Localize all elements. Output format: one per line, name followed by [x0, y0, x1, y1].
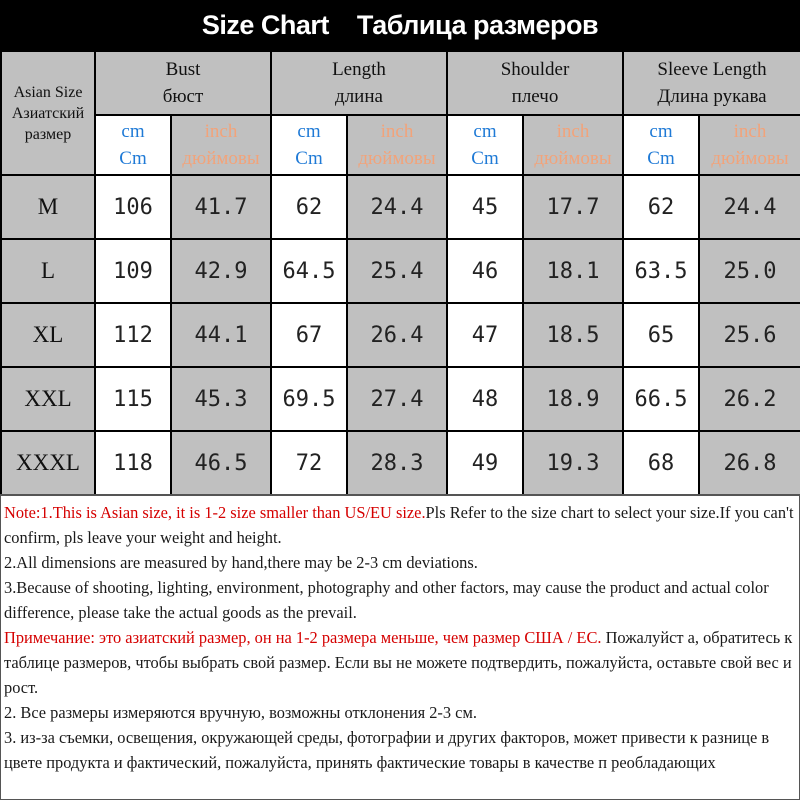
size-chart-title	[0, 0, 800, 50]
cm-value: 112	[113, 322, 153, 348]
cm-value: 64.5	[282, 258, 336, 284]
inch-value: 42.9	[194, 258, 248, 284]
column-header-en: Bust	[165, 59, 201, 80]
cm-value: 46	[471, 258, 499, 284]
inch-value-cell	[524, 176, 622, 238]
unit-inch-header	[524, 116, 622, 174]
inch-value: 19.3	[546, 450, 600, 476]
size-label: L	[40, 258, 56, 283]
cm-value-cell	[624, 432, 698, 494]
cm-value: 109	[113, 258, 153, 284]
note-ru-1-warning: Примечание: это азиатский размер, он на 1-2 размера меньше, чем размер США / ЕС.	[4, 628, 602, 647]
size-header-cell	[2, 52, 94, 174]
cm-value: 115	[113, 386, 153, 412]
cm-value-cell	[96, 304, 170, 366]
inch-value-cell	[700, 176, 800, 238]
title-russian: Таблица размеров	[356, 9, 599, 40]
inch-value: 17.7	[546, 194, 600, 220]
unit-cm-header	[96, 116, 170, 174]
inch-value-cell	[348, 176, 446, 238]
unit-cm-header	[624, 116, 698, 174]
size-header-line: размер	[24, 125, 72, 143]
cm-value-cell	[96, 240, 170, 302]
unit-cm-label: cm	[473, 121, 497, 142]
note-en-1-warning: Note:1.This is Asian size, it is 1-2 size smaller than US/EU size.	[4, 503, 426, 522]
size-label-cell	[2, 240, 94, 302]
note-en-1-text: Pls Refer to the size chart to select your size.If you can't confirm, pls leave your weight and height.	[4, 503, 794, 547]
notes-panel	[0, 494, 800, 800]
column-header-1	[272, 52, 446, 114]
unit-inch-label: inch	[380, 121, 414, 142]
size-label-cell	[2, 304, 94, 366]
cm-value-cell	[448, 176, 522, 238]
unit-inch-label: inch	[556, 121, 590, 142]
unit-inch-label: дюймовы	[534, 148, 612, 169]
unit-cm-label: Cm	[647, 148, 675, 169]
size-label: M	[37, 194, 59, 219]
inch-value-cell	[524, 432, 622, 494]
cm-value-cell	[272, 432, 346, 494]
cm-value: 45	[471, 194, 499, 220]
inch-value: 18.1	[546, 258, 600, 284]
column-header-2	[448, 52, 622, 114]
inch-value-cell	[700, 368, 800, 430]
column-header-en: Length	[332, 59, 386, 80]
title-english: Size Chart	[201, 9, 329, 40]
cm-value-cell	[272, 368, 346, 430]
column-header-ru: длина	[335, 86, 383, 107]
unit-inch-label: дюймовы	[358, 148, 436, 169]
column-header-0	[96, 52, 270, 114]
size-label: XXXL	[16, 450, 80, 475]
unit-cm-label: cm	[297, 121, 321, 142]
cm-value-cell	[624, 368, 698, 430]
cm-value: 67	[295, 322, 323, 348]
inch-value: 18.5	[546, 322, 600, 348]
cm-value-cell	[96, 368, 170, 430]
inch-value-cell	[700, 432, 800, 494]
inch-value-cell	[348, 240, 446, 302]
unit-cm-label: cm	[121, 121, 145, 142]
inch-value: 27.4	[370, 386, 424, 412]
size-label-cell	[2, 176, 94, 238]
column-header-en: Sleeve Length	[657, 59, 767, 80]
size-table	[0, 50, 800, 494]
cm-value: 66.5	[634, 386, 688, 412]
inch-value: 25.0	[723, 258, 777, 284]
unit-cm-label: Cm	[295, 148, 323, 169]
unit-cm-label: Cm	[119, 148, 147, 169]
cm-value: 62	[647, 194, 675, 220]
cm-value-cell	[448, 432, 522, 494]
size-label: XL	[32, 322, 64, 347]
size-header-line: Азиатский	[11, 104, 85, 122]
column-header-ru: Длина рукава	[657, 86, 767, 107]
cm-value: 106	[113, 194, 153, 220]
cm-value-cell	[448, 304, 522, 366]
inch-value-cell	[524, 368, 622, 430]
inch-value-cell	[172, 176, 270, 238]
inch-value: 25.4	[370, 258, 424, 284]
cm-value-cell	[272, 240, 346, 302]
unit-inch-header	[348, 116, 446, 174]
inch-value: 26.2	[723, 386, 777, 412]
cm-value: 49	[471, 450, 499, 476]
cm-value: 69.5	[282, 386, 336, 412]
inch-value: 26.8	[723, 450, 777, 476]
column-header-3	[624, 52, 800, 114]
cm-value-cell	[96, 176, 170, 238]
note-en-1	[4, 500, 796, 550]
inch-value: 25.6	[723, 322, 777, 348]
cm-value: 68	[647, 450, 675, 476]
cm-value: 47	[471, 322, 499, 348]
cm-value: 63.5	[634, 258, 688, 284]
unit-cm-label: Cm	[471, 148, 499, 169]
inch-value: 41.7	[194, 194, 248, 220]
inch-value: 46.5	[194, 450, 248, 476]
inch-value-cell	[348, 432, 446, 494]
unit-inch-label: inch	[204, 121, 238, 142]
inch-value-cell	[348, 304, 446, 366]
inch-value: 24.4	[370, 194, 424, 220]
cm-value-cell	[624, 304, 698, 366]
note-ru-3: 3. из-за съемки, освещения, окружающей среды, фотографии и других факторов, может привести к разнице в цвете продукта и фактический, пожалуйста, принять фактические товары в качестве п реобладающих	[4, 728, 770, 772]
cm-value: 72	[295, 450, 323, 476]
size-label-cell	[2, 432, 94, 494]
unit-inch-label: inch	[733, 121, 767, 142]
unit-inch-label: дюймовы	[182, 148, 260, 169]
cm-value-cell	[448, 368, 522, 430]
unit-inch-header	[700, 116, 800, 174]
unit-inch-label: дюймовы	[711, 148, 789, 169]
cm-value-cell	[624, 176, 698, 238]
cm-value-cell	[272, 176, 346, 238]
size-label: XXL	[24, 386, 72, 411]
inch-value-cell	[172, 304, 270, 366]
inch-value: 44.1	[194, 322, 248, 348]
inch-value-cell	[172, 432, 270, 494]
inch-value-cell	[524, 240, 622, 302]
column-header-ru: бюст	[162, 86, 204, 107]
unit-inch-header	[172, 116, 270, 174]
inch-value-cell	[172, 240, 270, 302]
inch-value: 45.3	[194, 386, 248, 412]
inch-value-cell	[700, 304, 800, 366]
inch-value-cell	[700, 240, 800, 302]
inch-value: 28.3	[370, 450, 424, 476]
unit-cm-header	[272, 116, 346, 174]
cm-value-cell	[624, 240, 698, 302]
unit-cm-label: cm	[649, 121, 673, 142]
unit-cm-header	[448, 116, 522, 174]
inch-value: 26.4	[370, 322, 424, 348]
cm-value-cell	[448, 240, 522, 302]
column-header-ru: плечо	[511, 86, 559, 107]
size-header-line: Asian Size	[13, 83, 83, 101]
inch-value: 24.4	[723, 194, 777, 220]
size-label-cell	[2, 368, 94, 430]
note-ru-1	[4, 625, 796, 700]
note-en-2: 2.All dimensions are measured by hand,there may be 2-3 cm deviations.	[4, 553, 478, 572]
inch-value-cell	[172, 368, 270, 430]
cm-value: 118	[113, 450, 153, 476]
inch-value-cell	[348, 368, 446, 430]
note-ru-2: 2. Все размеры измеряются вручную, возможны отклонения 2-3 см.	[4, 703, 477, 722]
cm-value: 48	[471, 386, 499, 412]
column-header-en: Shoulder	[500, 59, 570, 80]
note-ru-1-text: Пожалуйст а, обратитесь к таблице размеров, чтобы выбрать свой размер. Если вы не можете подтвердить, пожалуйста, оставьте свой вес и рост.	[4, 628, 793, 697]
cm-value-cell	[272, 304, 346, 366]
cm-value-cell	[96, 432, 170, 494]
cm-value: 65	[647, 322, 675, 348]
note-en-3: 3.Because of shooting, lighting, environment, photography and other factors, may cause the product and actual color difference, please take the actual goods as the prevail.	[4, 578, 769, 622]
inch-value-cell	[524, 304, 622, 366]
cm-value: 62	[295, 194, 323, 220]
inch-value: 18.9	[546, 386, 600, 412]
